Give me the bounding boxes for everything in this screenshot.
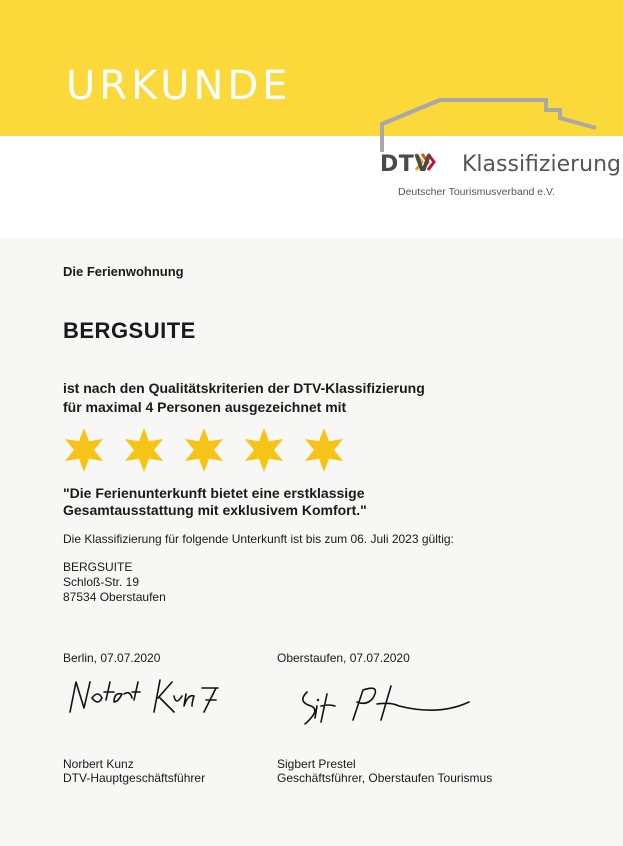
quote-line-1: "Die Ferienunterkunft bietet eine erstklassige [63,485,365,501]
address-city: 87534 Oberstaufen [63,590,166,604]
signer-left-role: DTV-Hauptgeschäftsführer [63,771,206,785]
address-street: Schloß-Str. 19 [63,575,140,589]
validity-text: Die Klassifizierung für folgende Unterkunft ist bis zum 06. Juli 2023 gültig: [63,532,454,546]
signer-right-name: Sigbert Prestel [277,757,356,771]
property-name: BERGSUITE [63,318,196,343]
logo-subtitle: Deutscher Tourismusverband e.V. [398,186,556,198]
certificate-title: URKUNDE [66,63,292,109]
address-name: BERGSUITE [63,560,133,574]
statement-line-1: ist nach den Qualitätskriterien der DTV-Klassifizierung [63,380,425,396]
star-rating [60,425,360,475]
star-icon [305,428,343,472]
lead-text: Die Ferienwohnung [63,264,184,279]
star-icon [245,428,283,472]
logo-name: Klassifizierung [462,152,622,177]
signature-left [62,672,252,722]
signature-right [293,676,493,728]
signer-right-role: Geschäftsführer, Oberstaufen Tourismus [277,771,493,785]
star-icon [125,428,163,472]
logo-brand: DTV [380,152,432,177]
place-date-right: Oberstaufen, 07.07.2020 [277,651,410,665]
place-date-left: Berlin, 07.07.2020 [63,651,161,665]
star-icon [185,428,223,472]
quote-line-2: Gesamtausstattung mit exklusivem Komfort." [63,502,367,518]
star-icon [65,428,103,472]
signer-left-name: Norbert Kunz [63,757,134,771]
statement-line-2: für maximal 4 Personen ausgezeichnet mit [63,399,347,415]
